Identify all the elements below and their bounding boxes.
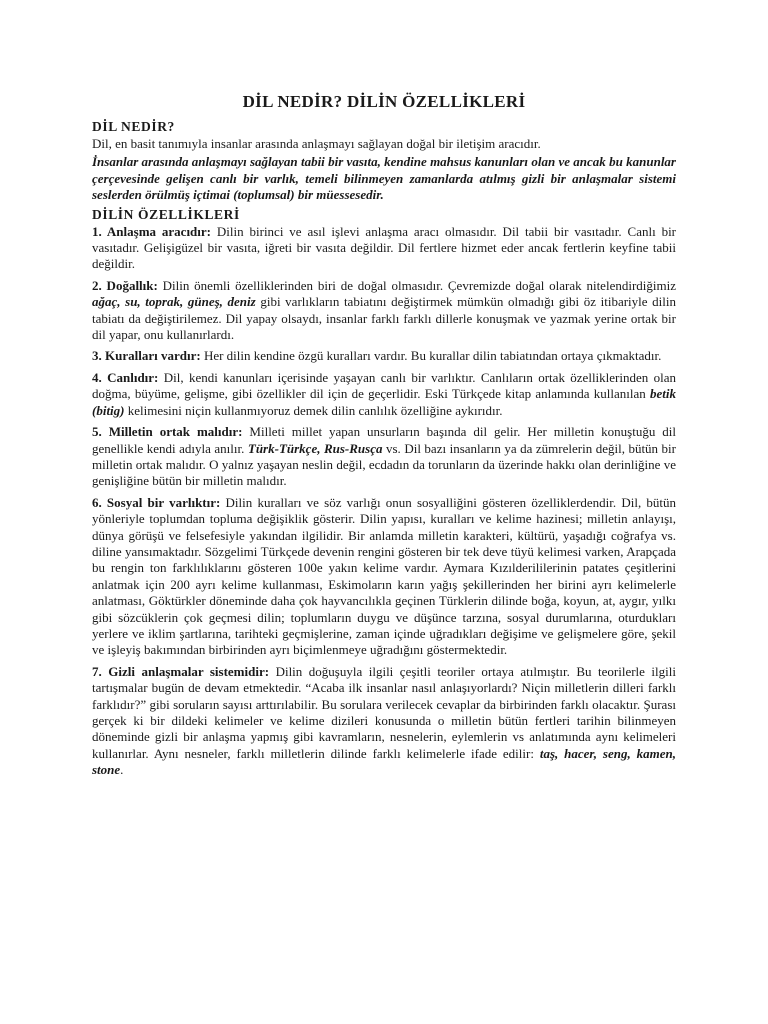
feature-term: 3. Kuralları vardır: [92, 348, 201, 364]
feature-item-5 [92, 424, 676, 490]
feature-term: 4. Canlıdır: [92, 369, 159, 385]
feature-term: 5. Milletin ortak malıdır: [92, 424, 243, 440]
feature-term: 6. Sosyal bir varlıktır: [92, 494, 221, 510]
feature-emphasis: betik (bitig) [92, 386, 676, 418]
feature-text: vs. Dil bazı insanların ya da zümrelerin değil, bütün bir milletin ortak malıdır. O yalnız yaşayan neslin değil, ecdadın da torunların da üzerinde hakkı olan derinliğine ve genişliğine bütün bir milletin malıdır. [92, 440, 676, 489]
feature-item-1 [92, 224, 676, 273]
feature-text: . [120, 762, 124, 778]
section-heading-dil-nedir: DİL NEDİR? [92, 119, 175, 134]
feature-emphasis: ağaç, su, toprak, güneş, deniz [92, 294, 256, 310]
feature-emphasis: taş, hacer, seng, kamen, stone [92, 745, 676, 778]
intro-paragraph: Dil, en basit tanımıyla insanlar arasında anlaşmayı sağlayan doğal bir iletişim aracıdır. [92, 136, 541, 151]
feature-item-3 [92, 348, 676, 364]
feature-emphasis: Türk-Türkçe, Rus-Rusça [247, 440, 383, 456]
feature-text: Dilin önemli özelliklerinden biri de doğal olmasıdır. Çevremizde doğal olarak nitelendirdiğimiz [157, 277, 676, 293]
feature-item-2 [92, 278, 676, 344]
feature-item-4 [92, 370, 676, 419]
feature-text: Her dilin kendine özgü kuralları vardır. Bu kurallar dilin tabiatından ortaya çıkmaktadır. [200, 348, 662, 364]
feature-text: gibi varlıkların tabiatını değiştirmek mümkün olmadığı gibi öz itibariyle dilin tabiatı da değiştirilemez. Dil yapay olsaydı, insanlar farklı farklı dillerle konuşmak ve yazmak yerine ortak bir dil yapar, onu kullanırlardı. [92, 294, 676, 343]
feature-text: Dilin doğuşuyla ilgili çeşitli teoriler ortaya atılmıştır. Bu teorilerle ilgili tartışmalar bugün de devam etmektedir. “Acaba ilk insanlar nasıl anlaşıyorlardı? Niçin milletlerin dilleri farklı farklıdır?” gibi soruların sayısı arttırılabilir. Bu sorulara verilecek cevaplar da birbirinden farklı olacaktır. Şurası gerçek ki bir dildeki kelimeler ve kelime dizileri konusunda o milletin bütün fertleri tarihin bilinmeyen döneminde gizli bir anlaşma yapmış gibi kavramların, nesnelerin, eylemlerin vs anlatımında aynı kelimeleri kullanırlar. Aynı nesneler, farklı milletlerin dilinde farklı kelimelerle ifade edilir: [92, 663, 676, 761]
feature-term: 2. Doğallık: [92, 277, 158, 293]
document-title: DİL NEDİR? DİLİN ÖZELLİKLERİ [242, 92, 526, 111]
feature-text: kelimesini niçin kullanmıyoruz demek dilin canlılık özelliğine aykırıdır. [124, 402, 503, 418]
feature-text: Dilin kuralları ve söz varlığı onun sosyalliğini gösteren özelliklerdendir. Dil, bütün yönleriyle toplumdan topluma değişiklik gösterir. Dilin yapısı, kuralları ve kelime hazinesi; milletin anlayışı, dünya görüşü ve felsefesiyle yakından ilgilidir. Bir anlamda milletin karakteri, kültürü, yaşadığı coğrafya vs. diline yansımaktadır. Sözgelimi Türkçede devenin rengini gösteren bir tek deve tüyü kelimesi varken, Arapçada bu rengin ton farklılıklarını gösteren 100e yakın kelime vardır. Aymara Kızılderililerinin patates çeşitlerini anlatmak için 200 ayrı kelime kullanması, Eskimoların karın yağış şekillerinden her birini ayrı kelimelerle anlatması, Göktürkler döneminde daha çok hayvancılıkla geçinen Türklerin dilinde boğa, koyun, at, aygır, yılkı gibi sözcüklerin çok geçmesi dilin; toplumların duygu ve düşünce tarzına, sosyal durumlarına, oturdukları yerlere ve iklim şartlarına, tarihteki geçmişlerine, zaman içinde uğradıkları değişime ve gelişmelere göre, şekil ve işleyiş bakımından birbirinden ayrı biçimlenmeye uğradığını göstermektedir. [92, 494, 676, 658]
feature-term: 1. Anlaşma aracıdır: [92, 223, 212, 239]
feature-text: Dil, kendi kanunları içerisinde yaşayan canlı bir varlıktır. Canlıların ortak özelliklerinden olan doğma, büyüme, gelişme, gibi özellikler dil için de geçerlidir. Eski Türkçede kitap anlamında kullanılan [92, 369, 676, 402]
feature-item-7 [92, 664, 676, 779]
definition-quote: İnsanlar arasında anlaşmayı sağlayan tabii bir vasıta, kendine mahsus kanunları olan ve ancak bu kanunlar çerçevesinde gelişen canlı bir varlık, temeli bilinmeyen zamanlarda atılmış gizli bir anlaşmalar sistemi seslerden örülmüş içtimai (toplumsal) bir müessesedir. [92, 154, 676, 203]
section-heading-dilin-ozellikleri: DİLİN ÖZELLİKLERİ [92, 206, 240, 222]
feature-text: Milleti millet yapan unsurların başında dil gelir. Her milletin konuştuğu dil genellikle kendi adıyla anılır. [92, 424, 676, 456]
feature-text: Dilin birinci ve asıl işlevi anlaşma aracı olmasıdır. Dil tabii bir vasıtadır. Canlı bir vasıtadır. Gelişigüzel bir vasıta, iğreti bir vasıta değildir. Dil fertlere hizmet eder ancak fertlerin keyfine tabii değildir. [92, 223, 677, 272]
feature-term: 7. Gizli anlaşmalar sistemidir: [92, 663, 270, 679]
feature-item-6 [92, 495, 676, 659]
